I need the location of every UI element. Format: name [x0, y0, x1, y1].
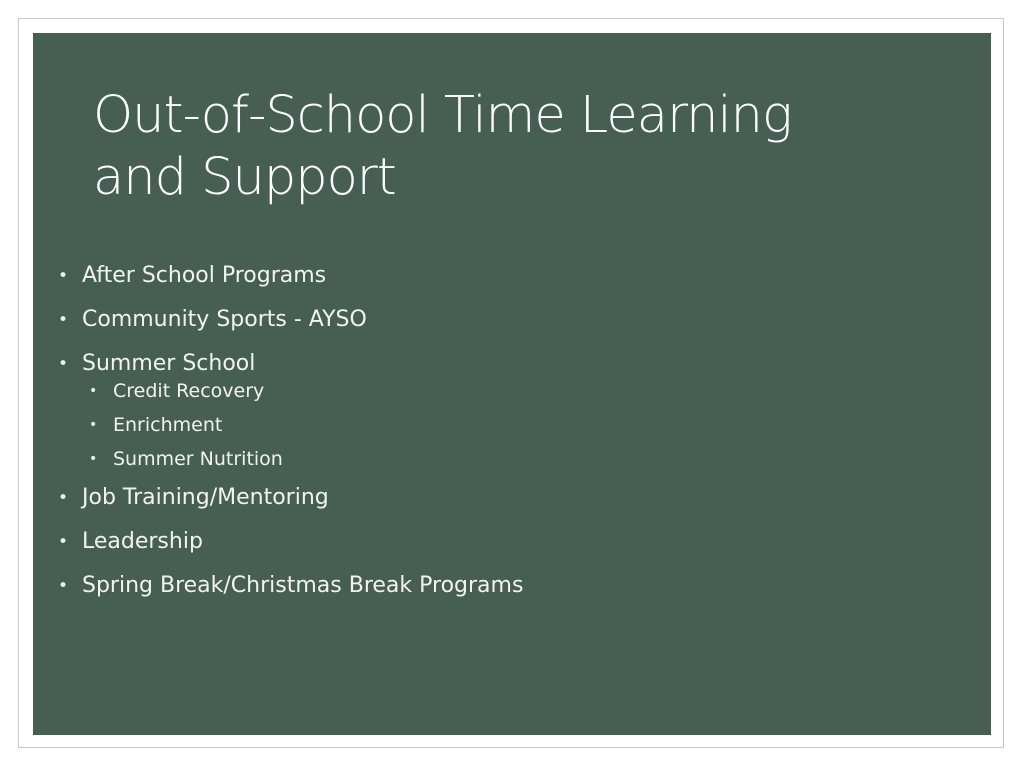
slide: [33, 33, 991, 735]
summer-school-sublist-container: [57, 379, 937, 471]
bullet-summer-school: • Summer School: [57, 349, 937, 379]
bullet-break-programs: • Spring Break/Christmas Break Programs: [57, 571, 937, 601]
bullet-job-training: • Job Training/Mentoring: [57, 483, 937, 513]
sub-bullet-summer-nutrition: • Summer Nutrition: [57, 447, 937, 471]
title-line-1: Out-of-School Time Learning: [93, 86, 792, 145]
bullet-community-sports: • Community Sports - AYSO: [57, 305, 937, 335]
slide-title: [93, 85, 953, 209]
summer-school-sublist: [57, 379, 937, 471]
bullet-after-school-programs: • After School Programs: [57, 261, 937, 291]
bullet-list: [57, 261, 937, 615]
title-line-2: and Support: [93, 148, 396, 207]
bullet-leadership: • Leadership: [57, 527, 937, 557]
sub-bullet-credit-recovery: • Credit Recovery: [57, 379, 937, 403]
sub-bullet-enrichment: • Enrichment: [57, 413, 937, 437]
